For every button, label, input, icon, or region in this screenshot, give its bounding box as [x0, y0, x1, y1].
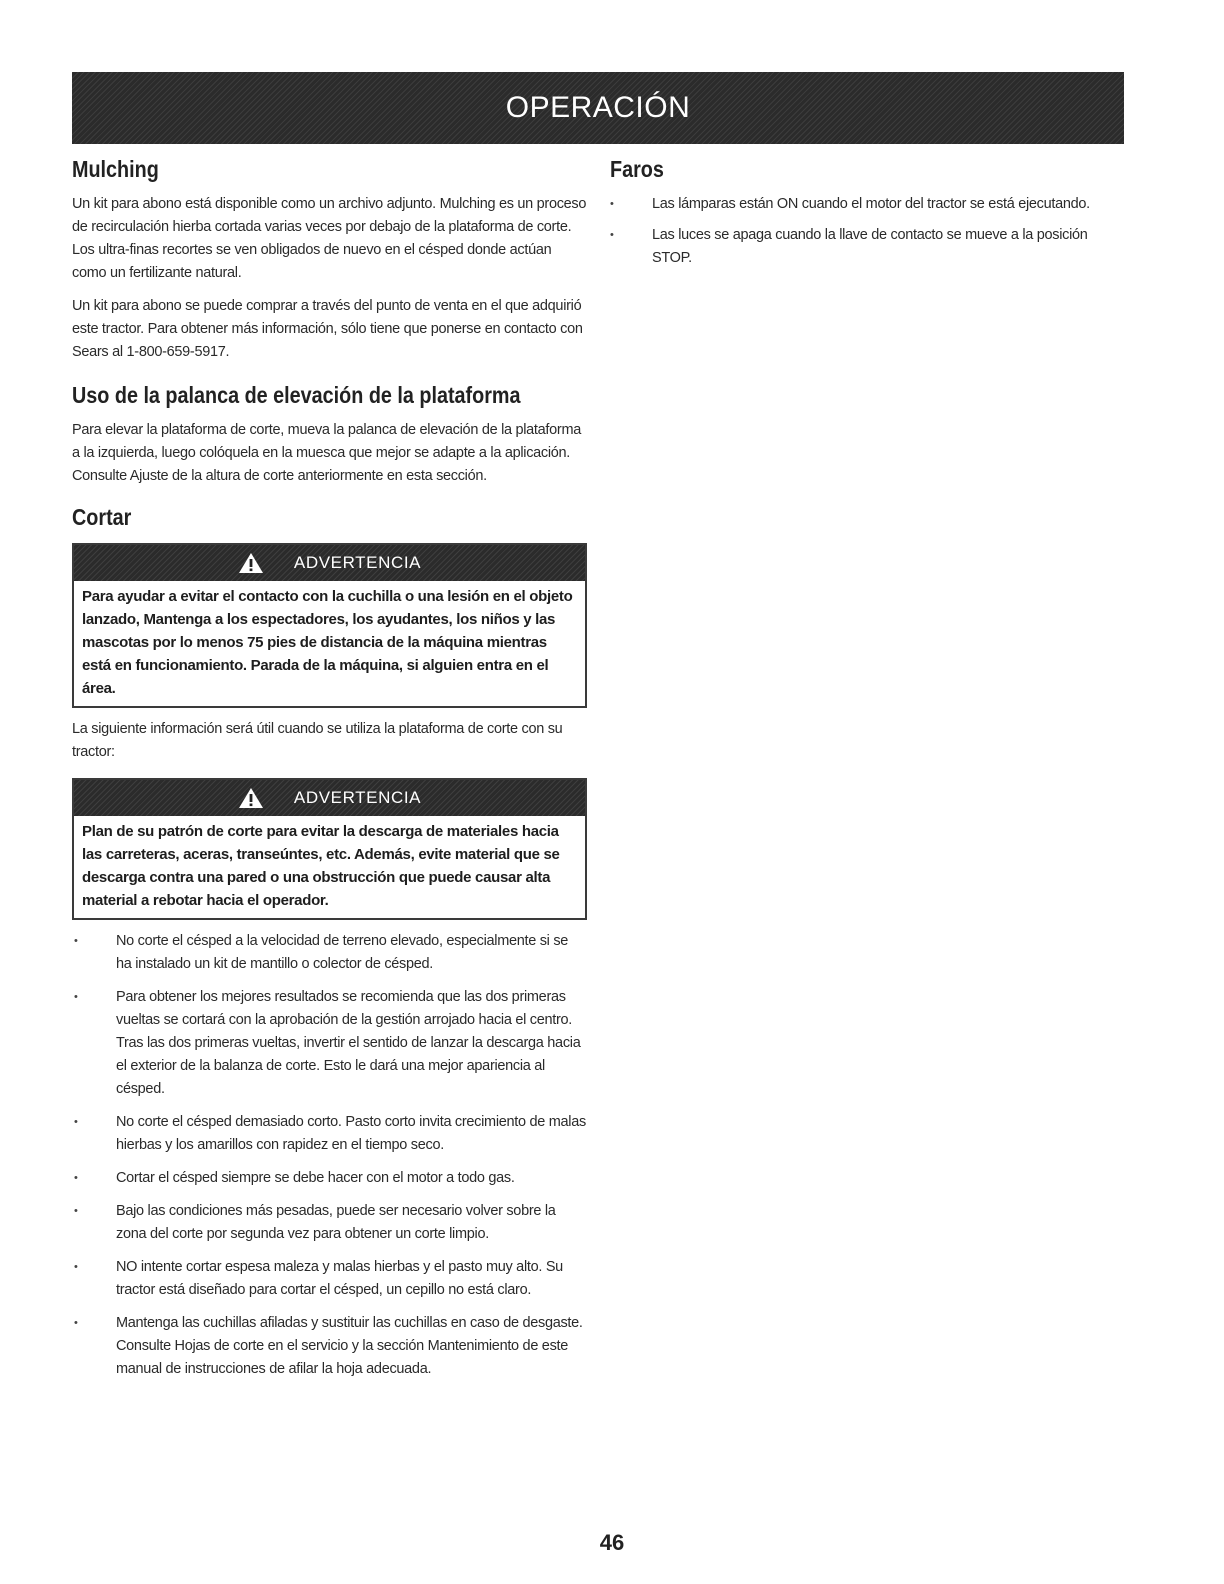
cutting-heading: Cortar [72, 504, 132, 530]
list-item: • No corte el césped a la velocidad de terreno elevado, especialmente si se ha instalado un kit de mantillo o colector de césped. [72, 930, 587, 976]
list-item: • No corte el césped demasiado corto. Pasto corto invita crecimiento de malas hierbas y los amarillos con rapidez en el tiempo seco. [72, 1111, 587, 1157]
warning-triangle-icon [238, 787, 264, 809]
warning-box-2 [72, 778, 587, 920]
warning-text-1: Para ayudar a evitar el contacto con la cuchilla o una lesión en el objeto lanzado, Mantenga a los espectadores, los ayudantes, los niños y las mascotas por lo menos 75 pies de distancia de la máquina mientras está en funcionamiento. Parada de la máquina, si alguien entra en el área. [82, 588, 573, 697]
warning-title-1: ADVERTENCIA [293, 553, 422, 572]
right-column [610, 156, 1110, 278]
list-item: • NO intente cortar espesa maleza y malas hierbas y el pasto muy alto. Su tractor está diseñado para cortar el césped, un cepillo no está claro. [72, 1256, 587, 1302]
left-column [72, 156, 587, 1391]
mulching-paragraph-2: Un kit para abono se puede comprar a través del punto de venta en el que adquirió este tractor. Para obtener más información, sólo tiene que ponerse en contacto con Sears al 1-800-659-5917. [72, 298, 583, 360]
faros-heading: Faros [610, 156, 664, 182]
mulching-paragraph-1: Un kit para abono está disponible como un archivo adjunto. Mulching es un proceso de recirculación hierba cortada varias veces por debajo de la plataforma de corte. Los ultra-finas recortes se ven obligados de nuevo en el césped donde actúan como un fertilizante natural. [72, 196, 587, 281]
cutting-bullet-list [72, 930, 587, 1381]
mulching-heading: Mulching [72, 156, 159, 182]
warning-triangle-icon [238, 552, 264, 574]
list-item: • Las luces se apaga cuando la llave de contacto se mueve a la posición STOP. [610, 224, 1110, 270]
list-item: • Para obtener los mejores resultados se recomienda que las dos primeras vueltas se cortará con la aprobación de la gestión arrojado hacia el centro. Tras las dos primeras vueltas, invertir el sentido de lanzar la descarga hacia el exterior de la balanza de corte. Esto le dará una mejor apariencia al césped. [72, 986, 587, 1101]
warning-header-2 [74, 780, 585, 816]
list-item: • Mantenga las cuchillas afiladas y sustituir las cuchillas en caso de desgaste. Consulte Hojas de corte en el servicio y la sección Mantenimiento de este manual de instrucciones de afilar la hoja adecuada. [72, 1312, 587, 1381]
page-number: 46 [599, 1530, 625, 1555]
lift-lever-heading: Uso de la palanca de elevación de la plataforma [72, 382, 521, 408]
section-title: OPERACIÓN [505, 91, 691, 124]
warning-header-1 [74, 545, 585, 581]
warning-text-2: Plan de su patrón de corte para evitar la descarga de materiales hacia las carreteras, aceras, transeúntes, etc. Además, evite material que se descarga contra una pared o una obstrucción que puede causar alta material a rebotar hacia el operador. [82, 823, 560, 909]
list-item: • Bajo las condiciones más pesadas, puede ser necesario volver sobre la zona del corte por segunda vez para obtener un corte limpio. [72, 1200, 587, 1246]
warning-box-1 [72, 543, 587, 708]
lift-lever-paragraph: Para elevar la plataforma de corte, mueva la palanca de elevación de la plataforma a la izquierda, luego colóquela en la muesca que mejor se adapte a la aplicación. Consulte Ajuste de la altura de corte anteriormente en esta sección. [72, 422, 581, 484]
warning-title-2: ADVERTENCIA [293, 788, 422, 807]
faros-bullet-list [610, 193, 1110, 270]
cutting-intro: La siguiente información será útil cuando se utiliza la plataforma de corte con su tractor: [72, 721, 563, 760]
list-item: • Cortar el césped siempre se debe hacer con el motor a todo gas. [72, 1167, 587, 1190]
section-banner [72, 72, 1124, 144]
list-item: • Las lámparas están ON cuando el motor del tractor se está ejecutando. [610, 193, 1110, 216]
